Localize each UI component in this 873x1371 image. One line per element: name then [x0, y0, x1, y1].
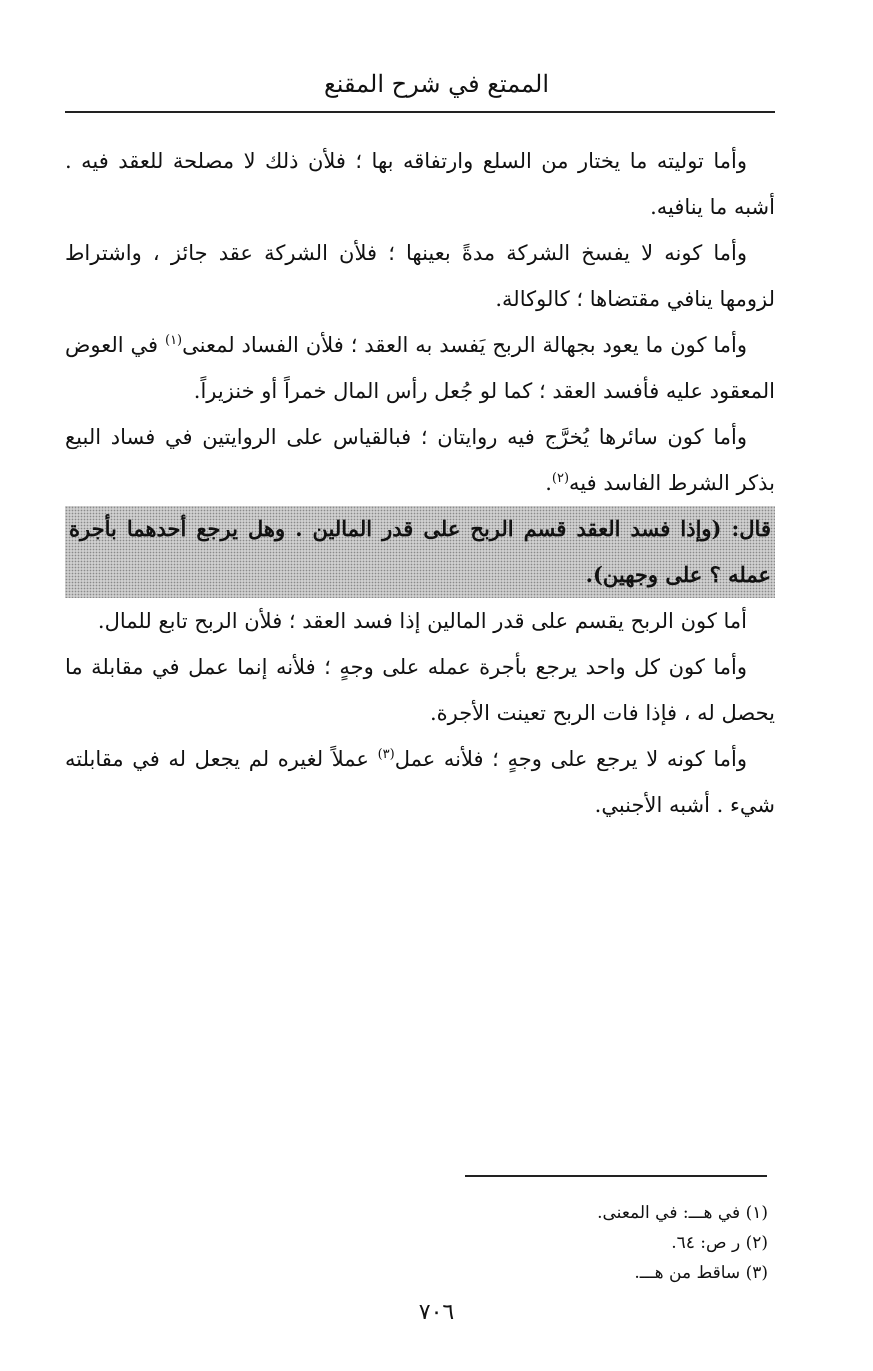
paragraph	[65, 414, 775, 506]
footnote-rule	[465, 1175, 767, 1177]
running-header-title: الممتع في شرح المقنع	[324, 70, 549, 98]
paragraph-text: وأما كونه لا يفسخ الشركة مدةً بعينها ؛ فلأن الشركة عقد جائز ، واشتراط لزومها ينافي مقتضاها ؛ كالوكالة.	[65, 241, 775, 311]
paragraph	[65, 322, 775, 414]
footnote: (٢) ر ص: ٦٤.	[671, 1233, 768, 1253]
paragraph-text: عملاً لغيره لم يجعل له في مقابلته شيء . أشبه الأجنبي.	[65, 747, 775, 817]
paragraph	[65, 230, 775, 322]
paragraph-text: وأما كونه لا يرجع على وجهٍ ؛ فلأنه عمل	[394, 747, 747, 771]
matn-quote: قال: (وإذا فسد العقد قسم الربح على قدر المالين . وهل يرجع أحدهما بأجرة عمله ؟ على وجهين).	[65, 506, 775, 598]
paragraph: أما كون الربح يقسم على قدر المالين إذا فسد العقد ؛ فلأن الربح تابع للمال.	[97, 609, 747, 633]
paragraph: وأما كون كل واحد يرجع بأجرة عمله على وجهٍ ؛ فلأنه إنما عمل في مقابلة ما يحصل له ، فإذا فات الربح تعينت الأجرة.	[65, 655, 775, 725]
footnote-ref: (٢)	[551, 471, 570, 486]
paragraph: وأما توليته ما يختار من السلع وارتفاقه بها ؛ فلأن ذلك لا مصلحة للعقد فيه . أشبه ما ينافيه.	[65, 149, 775, 219]
footnote-ref: (١)	[164, 333, 183, 348]
header-rule	[65, 111, 775, 113]
paragraph-text: وأما كون ما يعود بجهالة الربح يَفسد به العقد ؛ فلأن الفساد لمعنى	[182, 333, 748, 357]
footnote-ref: (٣)	[377, 747, 395, 762]
paragraph-text: .	[545, 471, 552, 495]
footnote: (١) في هـــ: في المعنى.	[597, 1203, 768, 1223]
main-text	[65, 138, 775, 828]
footnotes	[348, 1198, 768, 1288]
paragraph	[65, 736, 775, 828]
page-number: ٧٠٦	[418, 1300, 455, 1325]
paragraph-text: وأما كون سائرها يُخرَّج فيه روايتان ؛ فبالقياس على الروايتين في فساد البيع بذكر الشرط الفاسد فيه	[65, 425, 775, 495]
footnote: (٣) ساقط من هـــ.	[634, 1263, 768, 1283]
paragraph-text: في العوض المعقود عليه فأفسد العقد ؛ كما لو جُعل رأس المال خمراً أو خنزيراً.	[65, 333, 775, 403]
